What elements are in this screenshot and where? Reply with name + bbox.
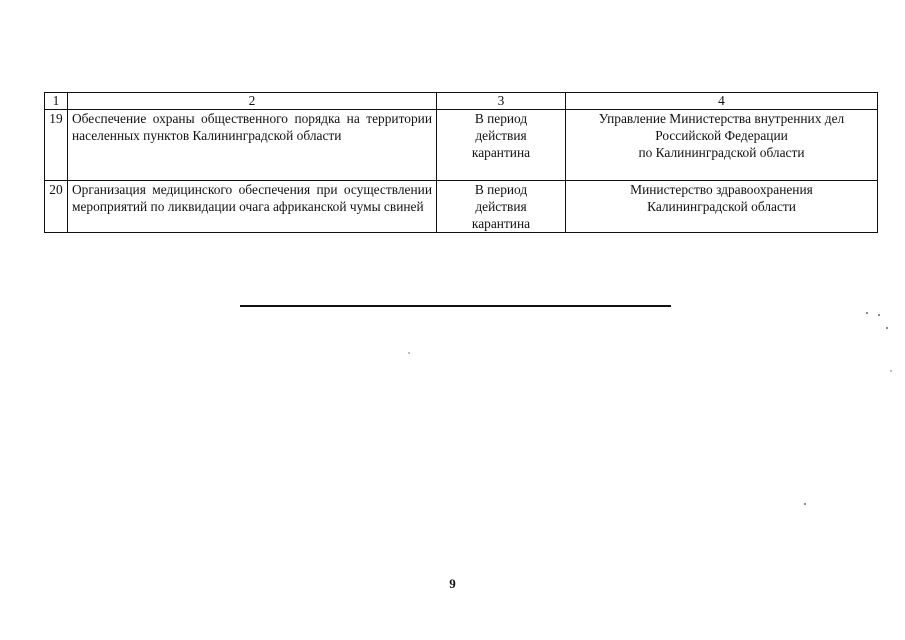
row-number: 19 — [45, 110, 68, 181]
responsible-line: Управление Министерства внутренних дел — [598, 111, 845, 126]
responsible-line: Российской Федерации — [655, 128, 788, 143]
scan-speck — [878, 314, 880, 316]
responsible-line: Министерство здравоохранения — [630, 182, 813, 197]
period-cell — [437, 181, 566, 233]
period-line: В период — [474, 182, 528, 197]
measures-table — [44, 92, 878, 233]
period-line: действия — [475, 199, 527, 214]
period-cell — [437, 110, 566, 181]
scan-speck — [886, 327, 888, 329]
activity-cell: Обеспечение охраны общественного порядка на территории населенных пунктов Калининградской области — [68, 110, 437, 181]
period-line: В период — [474, 111, 528, 126]
header-col-1: 1 — [45, 93, 68, 110]
separator-line — [240, 305, 671, 307]
table-row — [45, 110, 878, 181]
row-number: 20 — [45, 181, 68, 233]
page-number: 9 — [449, 576, 456, 591]
table-header-row — [45, 93, 878, 110]
period-line: действия — [475, 128, 527, 143]
scan-speck — [890, 370, 892, 372]
responsible-line: Калининградской области — [647, 199, 796, 214]
scan-speck — [408, 352, 410, 354]
header-col-4: 4 — [566, 93, 878, 110]
activity-cell: Организация медицинского обеспечения при осуществлении мероприятий по ликвидации очага африканской чумы свиней — [68, 181, 437, 233]
header-col-2: 2 — [68, 93, 437, 110]
table-row — [45, 181, 878, 233]
responsible-cell — [566, 110, 878, 181]
responsible-line: по Калининградской области — [638, 145, 805, 160]
scan-speck — [866, 312, 868, 314]
responsible-cell — [566, 181, 878, 233]
period-line: карантина — [471, 145, 531, 160]
header-col-3: 3 — [437, 93, 566, 110]
period-line: карантина — [471, 216, 531, 231]
scan-speck — [804, 503, 806, 505]
